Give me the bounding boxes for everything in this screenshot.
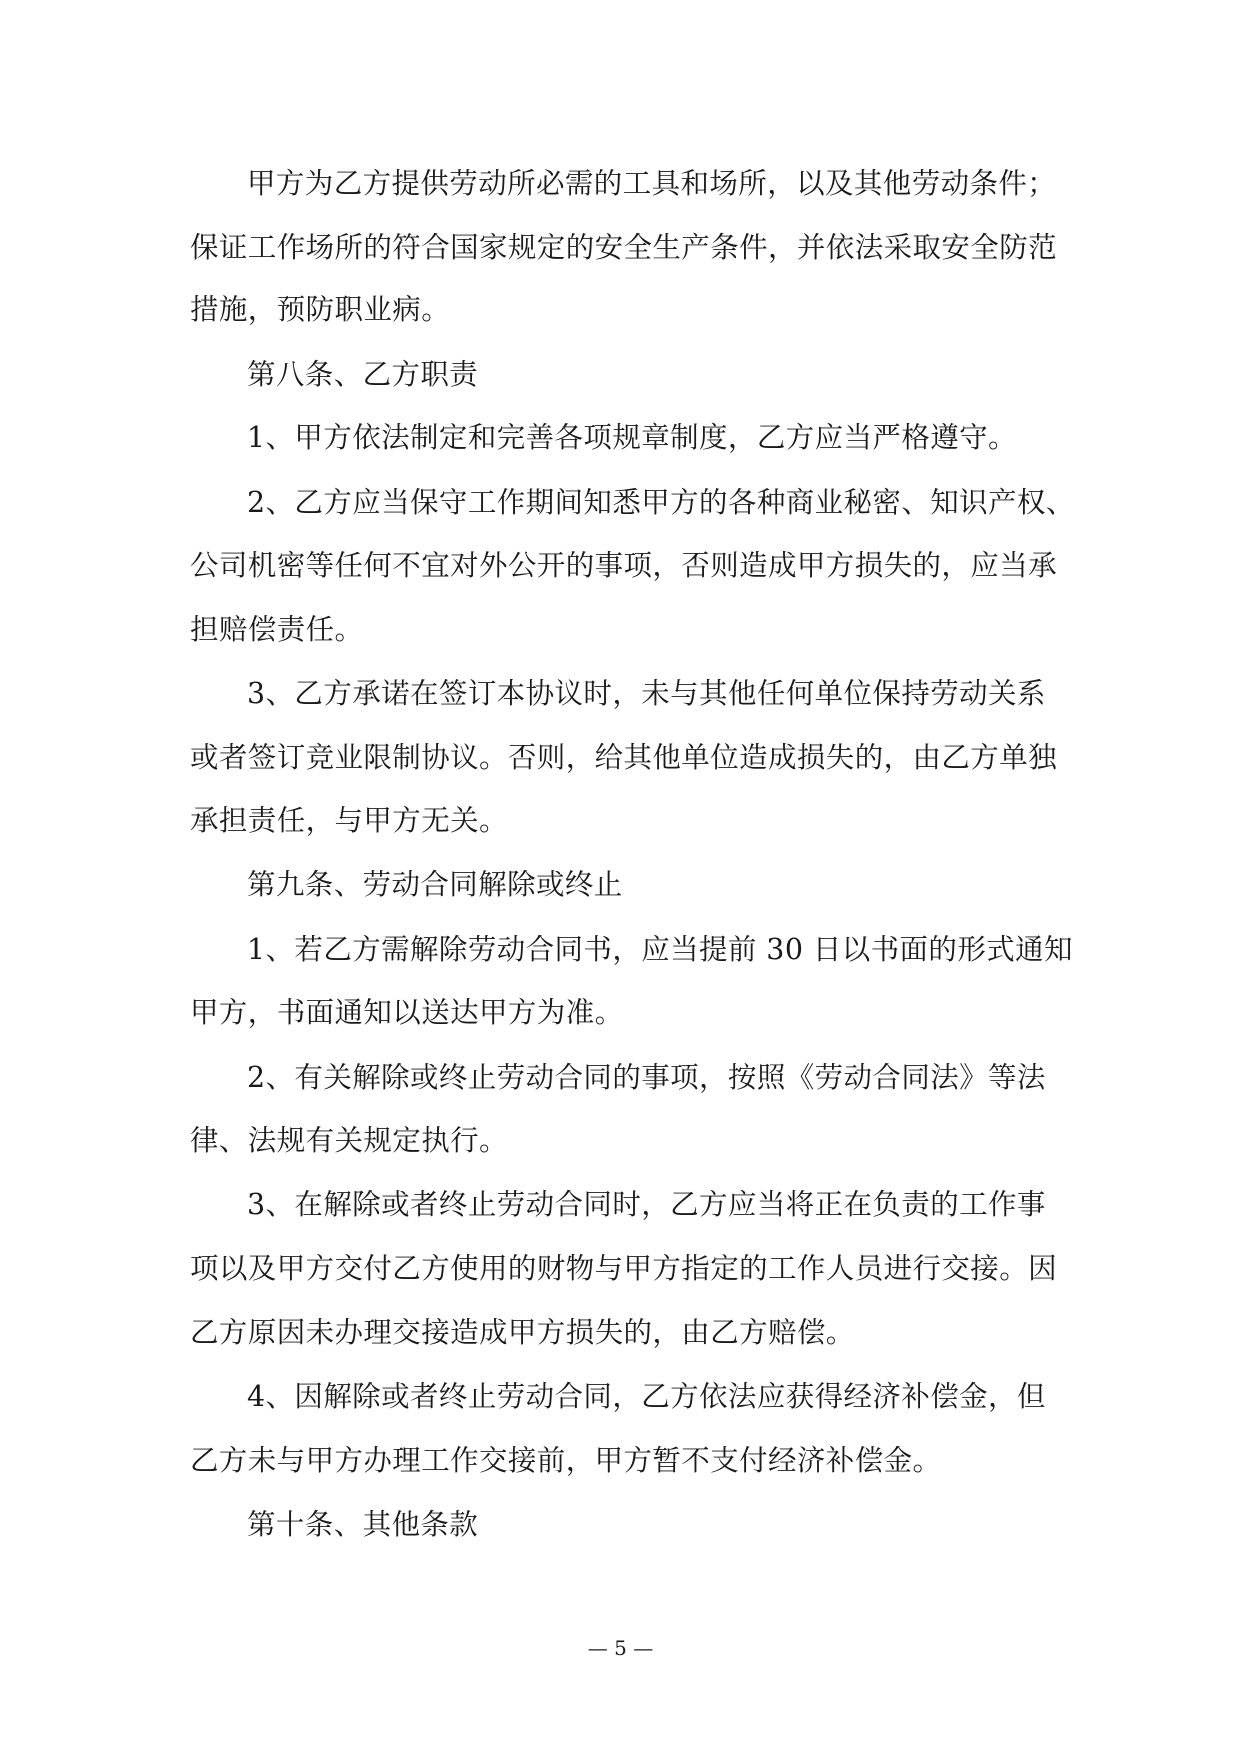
paragraph-line: 保证工作场所的符合国家规定的安全生产条件，并依法采取安全防范 [190,231,1058,264]
paragraph-line: 措施，预防职业病。 [190,293,451,326]
paragraph-line: 项以及甲方交付乙方使用的财物与甲方指定的工作人员进行交接。因 [190,1252,1058,1285]
article-heading: 第九条、劳动合同解除或终止 [247,868,623,901]
paragraph-line: 3、在解除或者终止劳动合同时，乙方应当将正在负责的工作事 [247,1188,1046,1221]
article-heading: 第十条、其他条款 [247,1508,479,1541]
paragraph-line: 2、有关解除或终止劳动合同的事项，按照《劳动合同法》等法 [247,1061,1046,1094]
paragraph-line: 乙方原因未办理交接造成甲方损失的，由乙方赔偿。 [190,1316,855,1349]
paragraph-line: 4、因解除或者终止劳动合同，乙方依法应获得经济补偿金，但 [247,1380,1046,1413]
paragraph-line: 或者签订竞业限制协议。否则，给其他单位造成损失的，由乙方单独 [190,741,1058,774]
paragraph-line: 3、乙方承诺在签订本协议时，未与其他任何单位保持劳动关系 [247,677,1046,710]
paragraph-line: 1、甲方依法制定和完善各项规章制度，乙方应当严格遵守。 [247,421,1017,454]
paragraph-line: 2、乙方应当保守工作期间知悉甲方的各种商业秘密、知识产权、 [247,486,1075,519]
page-number: — 5 — [587,1636,654,1660]
paragraph-line: 担赔偿责任。 [190,613,364,646]
paragraph-line: 律、法规有关规定执行。 [190,1124,508,1157]
paragraph-line: 甲方为乙方提供劳动所必需的工具和场所，以及其他劳动条件； [247,167,1057,200]
paragraph-line: 公司机密等任何不宜对外公开的事项，否则造成甲方损失的，应当承 [190,549,1058,582]
paragraph-line: 甲方，书面通知以送达甲方为准。 [190,996,624,1029]
paragraph-line: 乙方未与甲方办理工作交接前，甲方暂不支付经济补偿金。 [190,1444,942,1477]
paragraph-line: 1、若乙方需解除劳动合同书，应当提前 30 日以书面的形式通知 [247,933,1073,966]
article-heading: 第八条、乙方职责 [247,358,479,391]
paragraph-line: 承担责任，与甲方无关。 [190,804,508,837]
